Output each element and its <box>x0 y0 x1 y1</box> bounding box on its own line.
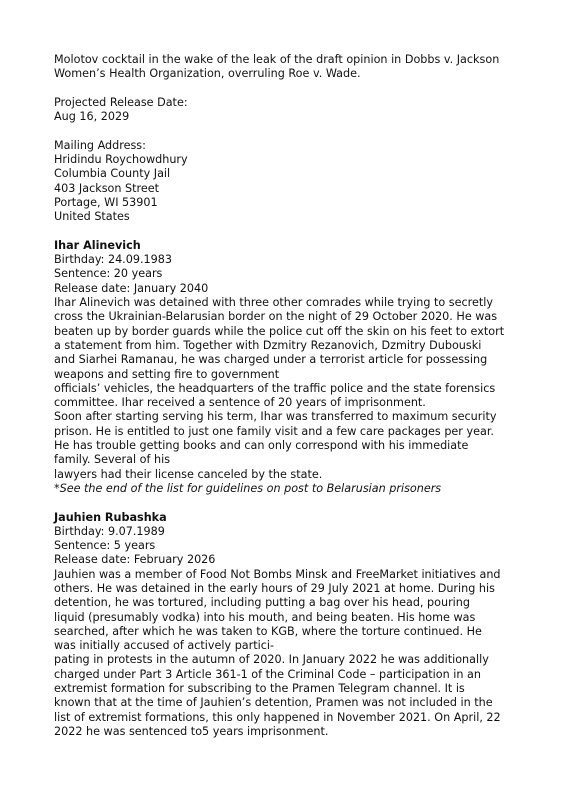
bio-line: a statement from him. Together with Dzmitry Rezanovich, Dzmitry Dubouski <box>54 338 482 352</box>
prisoner-bio <box>54 296 514 482</box>
address-line: Hridindu Roychowdhury <box>54 153 188 167</box>
bio-line: was initially accused of actively partici- <box>54 639 275 653</box>
prisoner-name: Jauhien Rubashka <box>54 510 167 524</box>
release-block <box>54 96 514 125</box>
bio-line: Ihar Alinevich was detained with three other comrades while trying to secretly <box>54 296 494 310</box>
prisoner-release-date: Release date: January 2040 <box>54 281 209 295</box>
prisoner-birthday: Birthday: 9.07.1989 <box>54 524 165 538</box>
bio-line: officials’ vehicles, the headquarters of the traffic police and the state forensics <box>54 381 496 395</box>
intro-line: Women’s Health Organization, overruling Roe v. Wade. <box>54 67 361 81</box>
prisoner-release-date: Release date: February 2026 <box>54 553 216 567</box>
address-line: United States <box>54 210 130 224</box>
address-line: Columbia County Jail <box>54 167 171 181</box>
prisoner-birthday: Birthday: 24.09.1983 <box>54 253 173 267</box>
bio-line: pating in protests in the autumn of 2020. In January 2022 he was additionally <box>54 653 489 667</box>
bio-line: cross the Ukrainian-Belarusian border on the night of 29 October 2020. He was <box>54 310 498 324</box>
prisoner-bio <box>54 568 514 740</box>
bio-line: family. Several of his <box>54 453 171 467</box>
bio-line: and Siarhei Ramanau, he was charged under a terrorist article for possessing <box>54 353 488 367</box>
bio-line: lawyers had their license canceled by the state. <box>54 467 323 481</box>
bio-line: searched, after which he was taken to KGB, where the torture continued. He <box>54 624 482 638</box>
bio-line: known that at the time of Jauhien’s detention, Pramen was not included in the <box>54 696 493 710</box>
bio-line: committee. Ihar received a sentence of 20 years of imprisonment. <box>54 396 426 410</box>
document-body <box>54 53 514 739</box>
bio-line: list of extremist formations, this only happened in November 2021. On April, 22 <box>54 710 501 724</box>
address-line: Portage, WI 53901 <box>54 195 158 209</box>
address-line: 403 Jackson Street <box>54 181 160 195</box>
bio-line: extremist formation for subscribing to the Pramen Telegram channel. It is <box>54 682 465 696</box>
prisoner-entry-jauhien <box>54 511 514 740</box>
prisoner-sentence: Sentence: 5 years <box>54 539 156 553</box>
bio-line: liquid (presumably vodka) into his mouth, and being beaten. His home was <box>54 610 476 624</box>
intro-line: Molotov cocktail in the wake of the leak of the draft opinion in Dobbs v. Jackson <box>54 53 500 66</box>
mailing-label: Mailing Address: <box>54 138 146 152</box>
bio-line: Soon after starting serving his term, Ihar was transferred to maximum security <box>54 410 497 424</box>
bio-line: prison. He is entitled to just one family visit and a few care packages per year. <box>54 424 494 438</box>
bio-line: weapons and setting fire to government <box>54 367 280 381</box>
prisoner-entry-ihar <box>54 239 514 496</box>
bio-line: He has trouble getting books and can only correspond with his immediate <box>54 439 469 453</box>
bio-line: charged under Part 3 Article 361-1 of the Criminal Code – participation in an <box>54 667 481 681</box>
bio-line: beaten up by border guards while the police cut off the skin on his feet to extort <box>54 324 505 338</box>
release-date: Aug 16, 2029 <box>54 110 130 124</box>
prisoner-name: Ihar Alinevich <box>54 238 141 252</box>
bio-line: 2022 he was sentenced to5 years imprisonment. <box>54 724 329 738</box>
intro-paragraph <box>54 53 514 82</box>
bio-line: detention, he was tortured, including putting a bag over his head, pouring <box>54 596 470 610</box>
prisoner-sentence: Sentence: 20 years <box>54 267 163 281</box>
mailing-address-block <box>54 139 514 225</box>
release-label: Projected Release Date: <box>54 95 188 109</box>
bio-line: Jauhien was a member of Food Not Bombs Minsk and FreeMarket initiatives and <box>54 567 501 581</box>
bio-line: others. He was detained in the early hours of 29 July 2021 at home. During his <box>54 581 495 595</box>
post-guidelines-note: *See the end of the list for guidelines on post to Belarusian prisoners <box>54 481 442 495</box>
